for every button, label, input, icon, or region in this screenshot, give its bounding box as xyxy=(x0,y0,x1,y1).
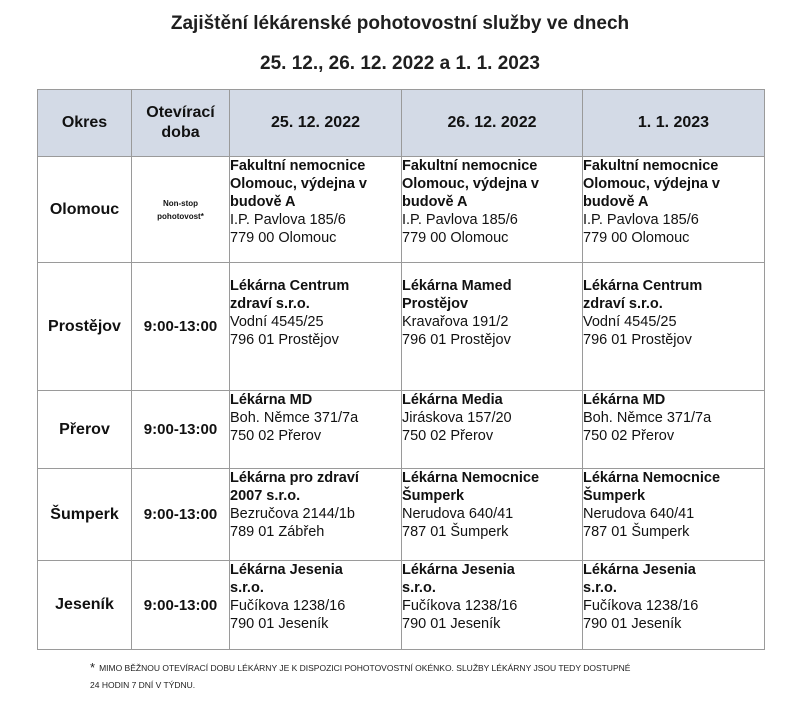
pharmacy-street: I.P. Pavlova 185/6 xyxy=(402,212,518,228)
pharmacy-street: Vodní 4545/25 xyxy=(583,314,677,330)
header-row xyxy=(38,90,765,157)
okres-cell: Jeseník xyxy=(38,561,132,650)
doba-line2: pohotovost* xyxy=(157,211,204,221)
document-subtitle-dates: 25. 12., 26. 12. 2022 a 1. 1. 2023 xyxy=(260,53,540,74)
pharmacy-schedule-table xyxy=(37,89,765,650)
pharmacy-name: Šumperk xyxy=(583,488,646,504)
pharmacy-city: 750 02 Přerov xyxy=(583,428,675,444)
pharmacy-name: Lékárna Jesenia xyxy=(402,562,515,578)
pharmacy-name: Lékárna Centrum xyxy=(230,278,350,294)
pharmacy-name: 2007 s.r.o. xyxy=(230,488,301,504)
okres-cell: Přerov xyxy=(38,391,132,469)
pharmacy-cell xyxy=(230,469,402,561)
pharmacy-cell xyxy=(583,391,765,469)
pharmacy-name: Fakultní nemocnice xyxy=(230,158,366,174)
pharmacy-name: Lékárna MD xyxy=(230,392,313,408)
pharmacy-name: zdraví s.r.o. xyxy=(230,296,310,312)
pharmacy-name: budově A xyxy=(402,194,468,210)
pharmacy-cell xyxy=(583,469,765,561)
document-title: Zajištění lékárenské pohotovostní služby ve dnech xyxy=(170,13,630,34)
pharmacy-street: Boh. Němce 371/7a xyxy=(583,410,712,426)
pharmacy-name: budově A xyxy=(583,194,649,210)
header-date-3: 1. 1. 2023 xyxy=(583,90,765,157)
table-row-sumperk xyxy=(38,469,765,561)
pharmacy-name: Lékárna Jesenia xyxy=(230,562,343,578)
table-header xyxy=(38,90,765,157)
pharmacy-name: Olomouc, výdejna v xyxy=(230,176,367,192)
pharmacy-city: 779 00 Olomouc xyxy=(402,230,509,246)
pharmacy-cell xyxy=(230,391,402,469)
pharmacy-name: Lékárna Nemocnice xyxy=(583,470,721,486)
doba-cell: 9:00-13:00 xyxy=(132,391,230,469)
header-okres: Okres xyxy=(38,90,132,157)
pharmacy-cell xyxy=(230,263,402,391)
okres-cell: Prostějov xyxy=(38,263,132,391)
pharmacy-name: Lékárna Media xyxy=(402,392,503,408)
pharmacy-street: Jiráskova 157/20 xyxy=(402,410,512,426)
doba-cell: 9:00-13:00 xyxy=(132,469,230,561)
footnote-asterisk: * xyxy=(90,660,96,675)
pharmacy-cell xyxy=(402,469,583,561)
pharmacy-cell xyxy=(230,157,402,263)
table-row-olomouc xyxy=(38,157,765,263)
pharmacy-cell xyxy=(402,561,583,650)
doba-cell xyxy=(132,157,230,263)
pharmacy-city: 790 01 Jeseník xyxy=(583,616,682,632)
pharmacy-street: Vodní 4545/25 xyxy=(230,314,324,330)
pharmacy-city: 796 01 Prostějov xyxy=(583,332,692,348)
pharmacy-street: Fučíkova 1238/16 xyxy=(230,598,346,614)
pharmacy-city: 796 01 Prostějov xyxy=(230,332,339,348)
pharmacy-street: I.P. Pavlova 185/6 xyxy=(583,212,699,228)
pharmacy-street: Bezručova 2144/1b xyxy=(230,506,355,522)
pharmacy-cell xyxy=(583,561,765,650)
pharmacy-name: Prostějov xyxy=(402,296,469,312)
pharmacy-name: s.r.o. xyxy=(230,580,264,596)
pharmacy-cell xyxy=(583,157,765,263)
pharmacy-name: budově A xyxy=(230,194,296,210)
table-row-prerov xyxy=(38,391,765,469)
pharmacy-cell xyxy=(583,263,765,391)
pharmacy-cell xyxy=(402,263,583,391)
pharmacy-city: 787 01 Šumperk xyxy=(583,524,690,540)
pharmacy-name: Šumperk xyxy=(402,488,465,504)
pharmacy-name: Olomouc, výdejna v xyxy=(402,176,539,192)
pharmacy-name: Fakultní nemocnice xyxy=(402,158,538,174)
table-row-jesenik xyxy=(38,561,765,650)
okres-cell: Šumperk xyxy=(38,469,132,561)
pharmacy-name: Lékárna Nemocnice xyxy=(402,470,540,486)
pharmacy-name: s.r.o. xyxy=(402,580,436,596)
pharmacy-city: 787 01 Šumperk xyxy=(402,524,509,540)
pharmacy-city: 779 00 Olomouc xyxy=(230,230,337,246)
okres-cell: Olomouc xyxy=(38,157,132,263)
header-oteviraci-doba xyxy=(132,90,230,157)
header-doba-line2: doba xyxy=(161,124,200,141)
pharmacy-cell xyxy=(402,157,583,263)
pharmacy-city: 750 02 Přerov xyxy=(402,428,494,444)
pharmacy-city: 790 01 Jeseník xyxy=(230,616,329,632)
pharmacy-street: Fučíkova 1238/16 xyxy=(402,598,518,614)
header-doba-line1: Otevírací xyxy=(146,104,215,121)
pharmacy-name: Lékárna pro zdraví xyxy=(230,470,359,486)
footnote-line1: MIMO BĚŽNOU OTEVÍRACÍ DOBU LÉKÁRNY JE K DISPOZICI POHOTOVOSTNÍ OKÉNKO. SLUŽBY LÉKÁRNY JSOU TEDY DOSTUPNÉ xyxy=(99,663,631,673)
pharmacy-street: I.P. Pavlova 185/6 xyxy=(230,212,346,228)
table-body xyxy=(38,157,765,650)
pharmacy-street: Nerudova 640/41 xyxy=(402,506,514,522)
pharmacy-name: Olomouc, výdejna v xyxy=(583,176,720,192)
pharmacy-name: Lékárna MD xyxy=(583,392,666,408)
doba-cell: 9:00-13:00 xyxy=(132,561,230,650)
doba-line1: Non-stop xyxy=(162,198,199,208)
pharmacy-cell xyxy=(230,561,402,650)
pharmacy-name: Fakultní nemocnice xyxy=(583,158,719,174)
table-row-prostejov xyxy=(38,263,765,391)
footnote xyxy=(90,659,750,694)
pharmacy-name: Lékárna Mamed xyxy=(402,278,512,294)
pharmacy-street: Nerudova 640/41 xyxy=(583,506,695,522)
pharmacy-name: Lékárna Jesenia xyxy=(583,562,696,578)
pharmacy-city: 789 01 Zábřeh xyxy=(230,524,325,540)
pharmacy-name: s.r.o. xyxy=(583,580,617,596)
pharmacy-name: zdraví s.r.o. xyxy=(583,296,663,312)
pharmacy-name: Lékárna Centrum xyxy=(583,278,703,294)
footnote-line2: 24 HODIN 7 DNÍ V TÝDNU. xyxy=(90,680,196,690)
pharmacy-city: 790 01 Jeseník xyxy=(402,616,501,632)
pharmacy-street: Boh. Němce 371/7a xyxy=(230,410,359,426)
doba-cell: 9:00-13:00 xyxy=(132,263,230,391)
pharmacy-city: 750 02 Přerov xyxy=(230,428,322,444)
pharmacy-street: Fučíkova 1238/16 xyxy=(583,598,699,614)
pharmacy-city: 779 00 Olomouc xyxy=(583,230,690,246)
pharmacy-city: 796 01 Prostějov xyxy=(402,332,511,348)
pharmacy-cell xyxy=(402,391,583,469)
header-date-2: 26. 12. 2022 xyxy=(402,90,583,157)
header-date-1: 25. 12. 2022 xyxy=(230,90,402,157)
pharmacy-street: Kravařova 191/2 xyxy=(402,314,509,330)
